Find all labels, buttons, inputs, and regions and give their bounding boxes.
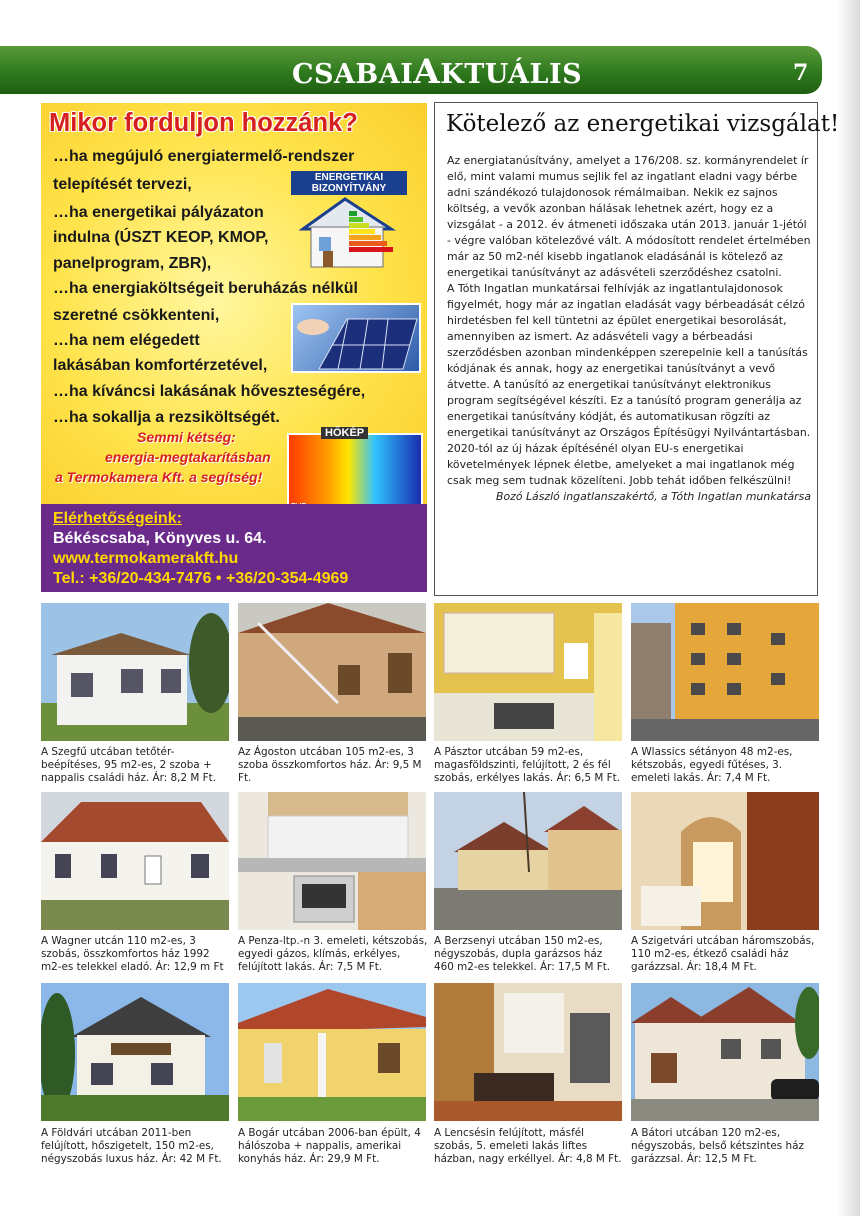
energy-certificate-image <box>287 171 409 271</box>
listing-photo[interactable] <box>631 983 819 1121</box>
advert-line: lakásában komfortérzetével, <box>53 357 268 374</box>
thermal-image-label: HŐKÉP <box>321 427 368 439</box>
listing-photo[interactable] <box>41 603 229 741</box>
advert-line: …ha nem elégedett <box>53 332 200 349</box>
page-number: 7 <box>793 60 809 86</box>
slogan-line: Semmi kétség: <box>137 429 236 445</box>
contact-heading: Elérhetőségeink: <box>53 510 182 527</box>
listing-photo[interactable] <box>238 983 426 1121</box>
listing-caption: A Berzsenyi utcában 150 m2-es, négyszobás, dupla garázsos ház 460 m2-es telekkel. Ár: 17,5 M Ft. <box>434 935 611 973</box>
article-paragraph: Az energiatanúsítvány, amelyet a 176/208. sz. kormányrendelet ír elő, mint valami mumus sejlik fel az ingatlant eladni vagy bérbe adni szándékozó tulajdonosok rémálmaiban. Nekik ez sajnos költség, a vevők azonban hálásak lehetnek azért, hogy ez a vizsgálat - a 2012. év átmeneti időszaka után 2013. január 1-jétól - végre valóban kötelezővé vált. A módosított rendelet értelmében már az 50 m2-nél kisebb ingatlanok eladásánál is kötelező az energetikai tanúsítványt az adásvételi szerződéshez csatolni. <box>447 154 811 279</box>
article-paragraph: A Tóth Ingatlan munkatársai felhívják az ingatlantulajdonosok figyelmét, hogy már az ingatlan eladását vagy bérbeadását célzó hirdetésben fel kell tüntetni az épület energetikai besorolását, amennyiben az ismert. Az adásvételi vagy a bérbeadási szerződésben azonban mindenképpen szerepelnie kell a tanúsítás kódjának és annak, hogy az energetikai tanúsítványt a vevő átvette. A tanúsító az energetikai tanúsítványt elektronikus program segítségével készíti. Ez a tanúsító program generálja az energetikai tanúsítvány kódját, és automatikusan rögzíti az energetikai tanúsítványt az Országos Építésügyi Nyilvántartásban. <box>447 282 811 439</box>
listing-caption: A Szegfű utcában tetőtér-beépítéses, 95 m2-es, 2 szoba + nappalis családi ház. Ár: 8,2 M Ft. <box>41 746 216 784</box>
advert-line: …ha energiaköltségeit beruházás nélkül <box>53 280 358 297</box>
listing-caption: A Wagner utcán 110 m2-es, 3 szobás, összkomfortos ház 1992 m2-es telekkel eladó. Ár: 12,9 m Ft <box>41 935 224 973</box>
listing-photo[interactable] <box>434 792 622 930</box>
advert-line: …ha energetikai pályázaton <box>53 204 264 221</box>
listing-caption: A Wlassics sétányon 48 m2-es, kétszobás, egyedi fűtéses, 3. emeleti lakás. Ár: 7,4 M Ft. <box>631 746 793 784</box>
contact-website[interactable]: www.termokamerakft.hu <box>53 550 239 567</box>
listing-caption: A Bátori utcában 120 m2-es, négyszobás, belső kétszintes ház garázzsal. Ár: 12,5 M Ft. <box>631 1127 804 1165</box>
listing-photo[interactable] <box>41 792 229 930</box>
listing-photo[interactable] <box>434 983 622 1121</box>
listing-photo[interactable] <box>238 792 426 930</box>
page-edge-shadow <box>838 0 860 1216</box>
listing-caption: Az Ágoston utcában 105 m2-es, 3 szoba összkomfortos ház. Ár: 9,5 M Ft. <box>238 746 422 784</box>
listing-photo[interactable] <box>434 603 622 741</box>
listing-caption: A Földvári utcában 2011-ben felújított, hőszigetelt, 150 m2-es, négyszobás luxus ház. Ár: 42 M Ft. <box>41 1127 222 1165</box>
advert-line: telepítését tervezi, <box>53 176 192 193</box>
listing-photo[interactable] <box>238 603 426 741</box>
termokamera-advert <box>41 103 427 592</box>
slogan-line: energia-megtakarításban <box>105 449 271 465</box>
listing-caption: A Lencsésin felújított, másfél szobás, 5. emeleti lakás liftes házban, nagy erkéllyel. Ár: 4,8 M Ft. <box>434 1127 622 1165</box>
advert-line: indulna (ÚSZT KEOP, KMOP, <box>53 229 269 246</box>
magazine-title: CSABAIAKTUÁLIS <box>292 52 583 92</box>
advert-heading: Mikor forduljon hozzánk? <box>49 109 358 137</box>
slogan-line: a Termokamera Kft. a segítség! <box>55 469 263 485</box>
contact-address: Békéscsaba, Könyves u. 64. <box>53 530 267 547</box>
listing-photo[interactable] <box>41 983 229 1121</box>
article-paragraph: 2020-tól az új házak építésénél olyan EU-s energetikai követelmények lépnek életbe, amelyeket a mai ingatlanok még csak meg sem tudnak közelíteni. Jobb tehát időben felkészülni! <box>447 442 795 487</box>
article-box <box>434 102 840 596</box>
contact-phone: Tel.: +36/20-434-7476 • +36/20-354-4969 <box>53 570 349 587</box>
advert-line: …ha kíváncsi lakásának hőveszteségére, <box>53 383 366 400</box>
listing-caption: A Pásztor utcában 59 m2-es, magasföldszinti, felújított, 2 és fél szobás, erkélyes lakás. Ár: 6,5 M Ft. <box>434 746 620 784</box>
advert-line: …ha sokallja a rezsiköltségét. <box>53 409 280 426</box>
advert-line: …ha megújuló energiatermelő-rendszer <box>53 148 355 165</box>
advert-line: panelprogram, ZBR), <box>53 255 212 272</box>
article-byline: Bozó László ingatlanszakértő, a Tóth Ingatlan munkatársa <box>496 490 811 503</box>
listing-photo[interactable] <box>631 792 819 930</box>
advert-line: szeretné csökkenteni, <box>53 307 220 324</box>
listing-caption: A Bogár utcában 2006-ban épült, 4 hálószoba + nappalis, amerikai konyhás ház. Ár: 29,9 M Ft. <box>238 1127 421 1165</box>
listing-caption: A Szigetvári utcában háromszobás, 110 m2-es, étkező családi ház garázzsal. Ár: 18,4 M Ft. <box>631 935 815 973</box>
article-body <box>447 153 811 505</box>
article-title: Kötelező az energetikai vizsgálat! <box>446 111 840 137</box>
certificate-label: ENERGETIKAI BIZONYÍTVÁNY <box>291 171 407 195</box>
solar-panel-image <box>291 303 421 373</box>
advert-contact-box <box>41 504 427 592</box>
listing-caption: A Penza-ltp.-n 3. emeleti, kétszobás, egyedi gázos, klímás, erkélyes, felújított lakás. Ár: 7,5 M Ft. <box>238 935 428 973</box>
listing-photo[interactable] <box>631 603 819 741</box>
